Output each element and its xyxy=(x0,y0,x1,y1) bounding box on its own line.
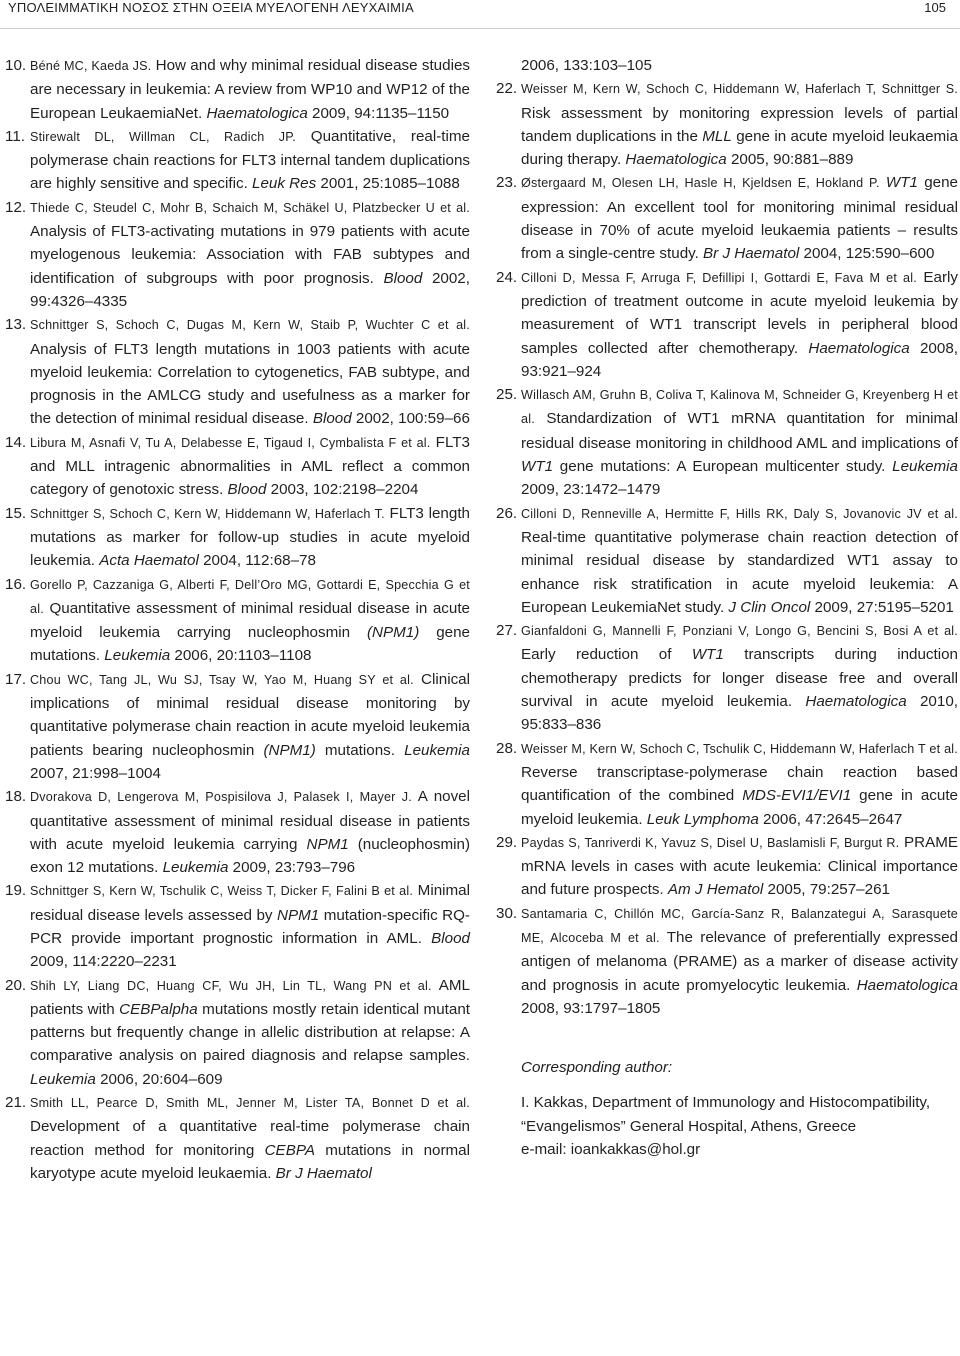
reference-number: 16. xyxy=(5,575,27,593)
reference-authors: Cilloni D, Renneville A, Hermitte F, Hills RK, Daly S, Jovanovic JV et al. xyxy=(521,506,958,521)
reference-citation: 2005, 90:881‒889 xyxy=(726,151,854,169)
reference-title: Clinical implications of minimal residual disease monitoring by quantitative polymerase chain reaction in acute myeloid leukemia patients bearing nucleophosmin xyxy=(30,670,470,759)
reference-journal: Haematologica xyxy=(805,693,907,711)
reference-title-cont: mutations in normal karyotype acute myeloid leukaemia. xyxy=(30,1141,471,1182)
reference-text xyxy=(521,737,958,831)
reference-item xyxy=(496,171,958,265)
reference-journal: Leuk Lymphoma xyxy=(646,810,759,828)
reference-citation: 2006, 20:604‒609 xyxy=(95,1070,223,1088)
reference-item xyxy=(496,902,958,1020)
reference-authors: Schnittger S, Schoch C, Kern W, Hiddemann W, Haferlach T. xyxy=(30,506,385,521)
reference-journal: Leukemia xyxy=(892,458,958,476)
reference-journal: Haematologica xyxy=(625,151,727,169)
reference-title: FLT3 length mutations as marker for follow-up studies in acute myeloid leukemia. xyxy=(30,504,470,570)
reference-item xyxy=(5,785,470,879)
reference-authors: Cilloni D, Messa F, Arruga F, Defillipi I, Gottardi E, Fava M et al. xyxy=(521,270,917,285)
reference-title-cont: mutations mostly retain identical mutant patterns but frequently change in allelic distribution at relapse: A comparative analysis on paired diagnosis and relapse samples. xyxy=(30,1000,470,1065)
reference-number: 17. xyxy=(5,670,27,688)
reference-text xyxy=(30,785,470,879)
reference-title: Standardization of WT1 mRNA quantitation for minimal residual disease monitoring in childhood AML and implications of xyxy=(521,410,958,452)
reference-item xyxy=(5,125,470,196)
reference-title-cont: transcripts during induction chemotherapy predicts for longer disease free and overall survival in acute myeloid leukemia. xyxy=(521,646,958,711)
reference-gene: CEBPalpha xyxy=(119,1000,198,1018)
reference-text xyxy=(30,431,470,502)
reference-text xyxy=(521,77,958,171)
reference-title: Quantitative, real-time polymerase chain reactions for FLT3 internal tandem duplications are highly sensitive and specific. xyxy=(30,127,470,193)
reference-authors: Santamaria C, Chillón MC, García-Sanz R, Balanzategui A, Sarasquete ME, Alcoceba M et al. xyxy=(521,906,958,945)
reference-authors: Schnittger S, Schoch C, Dugas M, Kern W, Staib P, Wuchter C et al. xyxy=(30,318,470,333)
reference-authors: Schnittger S, Kern W, Tschulik C, Weiss T, Dicker F, Falini B et al. xyxy=(30,884,414,899)
reference-journal: Leukemia xyxy=(30,1070,96,1088)
reference-journal: Br J Haematol xyxy=(703,245,800,263)
reference-item xyxy=(5,502,470,573)
reference-journal: Blood xyxy=(312,410,352,428)
reference-authors: Thiede C, Steudel C, Mohr B, Schaich M, Schäkel U, Platzbecker U et al. xyxy=(30,200,470,215)
reference-authors: Weisser M, Kern W, Schoch C, Tschulik C, Hiddemann W, Haferlach T et al. xyxy=(521,741,958,756)
reference-authors: Béné MC, Kaeda JS. xyxy=(30,59,152,73)
reference-journal: Blood xyxy=(431,929,470,947)
reference-gene: (NPM1) xyxy=(366,624,420,642)
corresponding-author-address: I. Kakkas, Department of Immunology and Histocompatibility, “Evangelismos” General Hospital, Athens, Greece xyxy=(521,1094,931,1135)
reference-authors: Gianfaldoni G, Mannelli F, Ponziani V, Longo G, Bencini S, Bosi A et al. xyxy=(521,624,958,639)
reference-number: 21. xyxy=(5,1094,27,1112)
left-column xyxy=(5,54,470,1185)
reference-text xyxy=(30,974,470,1091)
reference-authors: Østergaard M, Olesen LH, Hasle H, Kjeldsen E, Hokland P. xyxy=(521,176,880,191)
reference-gene: NPM1 xyxy=(277,906,320,924)
reference-number: 11. xyxy=(5,127,25,145)
reference-title-cont: (nucleophosmin) exon 12 mutations. xyxy=(30,835,470,877)
reference-gene: WT1 xyxy=(885,174,918,192)
reference-item xyxy=(496,383,958,501)
reference-journal: Br J Haematol xyxy=(275,1164,372,1182)
reference-number: 23. xyxy=(496,174,518,192)
reference-journal: Haematologica xyxy=(808,339,910,357)
reference-journal: Leuk Res xyxy=(252,175,317,193)
reference-number: 14. xyxy=(5,433,27,451)
reference-title-cont: gene in acute myeloid leukemia. xyxy=(521,787,959,828)
reference-citation: 2006, 20:1103‒1108 xyxy=(170,647,312,665)
reference-authors: Libura M, Asnafi V, Tu A, Delabesse E, Tigaud I, Cymbalista F et al. xyxy=(30,435,431,450)
reference-text xyxy=(30,1091,470,1185)
reference-item xyxy=(5,196,470,313)
reference-number: 24. xyxy=(496,268,518,286)
reference-journal: Acta Haematol xyxy=(99,552,199,570)
reference-title: A novel quantitative assessment of minimal residual disease in patients with acute myeloid leukemia carrying xyxy=(30,788,471,853)
reference-authors: Weisser M, Kern W, Schoch C, Hiddemann W, Haferlach T, Schnittger S. xyxy=(521,82,958,97)
reference-authors: Stirewalt DL, Willman CL, Radich JP. xyxy=(30,129,296,144)
reference-item xyxy=(5,974,470,1091)
reference-citation: 2002, 99:4326‒4335 xyxy=(30,269,470,310)
corresponding-author-email: e-mail: ioankakkas@hol.gr xyxy=(521,1141,701,1159)
reference-citation: 2004, 112:68‒78 xyxy=(198,552,316,570)
reference-journal: Am J Hematol xyxy=(667,881,764,899)
reference-item xyxy=(496,619,958,736)
reference-item xyxy=(496,266,958,383)
reference-citation: 2009, 27:5195‒5201 xyxy=(810,598,954,616)
reference-gene: MDS-EVI1/EVI1 xyxy=(742,787,852,805)
reference-item xyxy=(496,831,958,902)
reference-title: Early prediction of treatment outcome in acute myeloid leukemia by measurement of WT1 transcript levels in peripheral blood samples collected after chemotherapy. xyxy=(521,268,959,357)
reference-item xyxy=(5,573,470,668)
reference-title: Reverse transcriptase-polymerase chain reaction based quantification of the combined xyxy=(521,763,958,805)
reference-title: Real-time quantitative polymerase chain reaction detection of minimal residual disease by standardized WT1 assay to enhance risk stratification in acute myeloid leukemia: A European LeukemiaNet study. xyxy=(521,528,958,616)
reference-authors: Willasch AM, Gruhn B, Coliva T, Kalinova M, Schneider G, Kreyenberg H et al. xyxy=(521,388,958,427)
reference-journal: Blood xyxy=(383,269,423,287)
reference-title: Analysis of FLT3-activating mutations in 979 patients with acute myelogenous leukemia: Association with FAB subtypes and identification of subgroups with poor prognosis. xyxy=(30,223,470,287)
reference-number: 19. xyxy=(5,882,27,900)
reference-number: 20. xyxy=(5,976,27,994)
reference-journal: Leukemia xyxy=(404,741,470,759)
reference-citation: 2001, 25:1085‒1088 xyxy=(316,175,460,193)
reference-text xyxy=(30,196,470,313)
reference-item xyxy=(496,502,958,619)
reference-citation: 2008, 93:1797‒1805 xyxy=(521,999,661,1017)
reference-item xyxy=(5,879,470,973)
reference-gene: NPM1 xyxy=(306,835,349,853)
reference-text xyxy=(30,54,470,125)
reference-authors: Shih LY, Liang DC, Huang CF, Wu JH, Lin TL, Wang PN et al. xyxy=(30,978,432,993)
reference-item xyxy=(496,737,958,831)
reference-text xyxy=(30,573,470,668)
reference-title-cont: gene mutations. xyxy=(30,624,470,665)
reference-gene: WT1 xyxy=(521,458,554,476)
reference-journal: Leukemia xyxy=(162,859,229,877)
reference-title-cont: mutations. xyxy=(315,741,405,759)
reference-authors: Smith LL, Pearce D, Smith ML, Jenner M, Lister TA, Bonnet D et al. xyxy=(30,1096,470,1111)
reference-number: 25. xyxy=(496,386,518,404)
reference-number: 18. xyxy=(5,788,27,806)
reference-item xyxy=(5,1091,470,1185)
reference-text xyxy=(30,313,470,430)
right-column xyxy=(496,54,958,1161)
reference-journal: Leukemia xyxy=(104,647,171,665)
reference-gene: CEBPA xyxy=(264,1141,315,1159)
reference-journal: Haematologica xyxy=(206,104,308,122)
running-header xyxy=(0,0,960,29)
reference-title-cont: mutation-specific RQ-PCR provide important prognostic information in AML. xyxy=(30,906,470,947)
reference-number: 30. xyxy=(496,904,518,922)
reference-title: Minimal residual disease levels assessed by xyxy=(30,882,470,924)
corresponding-author xyxy=(496,1056,958,1161)
reference-title: PRAME mRNA levels in cases with acute leukemia: Clinical importance and future prospects. xyxy=(521,833,958,899)
reference-title: Risk assessment by monitoring expression levels of partial tandem duplications in the xyxy=(521,104,958,145)
reference-citation: 2010, 95:833‒836 xyxy=(521,693,958,734)
page-number: 105 xyxy=(924,0,946,15)
reference-title-cont: gene mutations: A European multicenter study. xyxy=(553,458,893,476)
reference-text xyxy=(30,668,470,785)
reference-number: 10. xyxy=(5,57,27,74)
reference-authors: Gorello P, Cazzaniga G, Alberti F, Dell’Oro MG, Gottardi E, Specchia G et al. xyxy=(30,577,470,616)
reference-journal: Blood xyxy=(227,481,267,499)
reference-title: Early reduction of xyxy=(521,646,692,664)
reference-number: 29. xyxy=(496,833,518,851)
reference-gene: WT1 xyxy=(691,646,724,664)
reference-title: Quantitative assessment of minimal residual disease in acute myeloid leukemia carrying nucleophosmin xyxy=(30,599,470,642)
reference-title: The relevance of preferentially expressed antigen of melanoma (PRAME) as a marker of disease activity and prognosis in acute promyelocytic leukemia. xyxy=(521,928,958,994)
reference-text xyxy=(521,831,958,902)
reference-title: AML patients with xyxy=(30,976,471,1018)
reference-text xyxy=(30,879,470,973)
reference-continuation: 2006, 133:103‒105 xyxy=(521,57,652,74)
reference-text xyxy=(521,902,958,1020)
reference-citation: 2003, 102:2198‒2204 xyxy=(266,481,419,499)
reference-citation: 2002, 100:59‒66 xyxy=(351,410,470,428)
reference-gene: (NPM1) xyxy=(263,741,316,759)
running-title: ΥΠΟΛΕΙΜΜΑΤΙΚΗ ΝΟΣΟΣ ΣΤΗΝ ΟΞΕΙΑ ΜΥΕΛΟΓΕΝΗ ΛΕΥΧΑΙΜΙΑ xyxy=(8,0,414,15)
reference-authors: Chou WC, Tang JL, Wu SJ, Tsay W, Yao M, Huang SY et al. xyxy=(30,672,414,687)
reference-title: FLT3 and MLL intragenic abnormalities in AML reflect a common category of genotoxic stress. xyxy=(30,433,470,499)
reference-journal: J Clin Oncol xyxy=(728,598,811,616)
reference-citation: 2006, 47:2645‒2647 xyxy=(758,810,903,828)
reference-title: Analysis of FLT3 length mutations in 1003 patients with acute myeloid leukemia: Correlation to cytogenetics, FAB subtype, and prognosis in the AMLCG study and usefulness as a marker for the detection of minimal residual disease. xyxy=(30,340,470,428)
reference-item xyxy=(496,77,958,171)
reference-number: 27. xyxy=(496,622,518,640)
reference-title: Development of a quantitative real-time polymerase chain reaction method for monitoring xyxy=(30,1118,470,1159)
reference-title-cont: gene expression: An excellent tool for monitoring minimal residual disease in 70% of acute myeloid leukaemia patients – results from a single-centre study. xyxy=(521,174,958,263)
reference-citation: 2004, 125:590‒600 xyxy=(799,245,935,263)
reference-text xyxy=(521,383,958,501)
reference-journal: Haematologica xyxy=(856,976,958,994)
reference-citation: 2009, 114:2220‒2231 xyxy=(30,953,177,971)
reference-item xyxy=(5,313,470,430)
reference-item xyxy=(5,668,470,785)
reference-number: 22. xyxy=(496,80,518,98)
reference-text xyxy=(521,502,958,619)
reference-gene: MLL xyxy=(702,127,732,145)
reference-text xyxy=(30,125,470,196)
reference-item xyxy=(5,431,470,502)
reference-number: 12. xyxy=(5,198,27,216)
reference-number: 15. xyxy=(5,504,27,522)
reference-citation: 2009, 23:793‒796 xyxy=(228,859,356,877)
corresponding-author-title: Corresponding author: xyxy=(521,1059,673,1077)
reference-citation: 2009, 23:1472‒1479 xyxy=(521,481,661,499)
reference-citation: 2007, 21:998‒1004 xyxy=(30,764,161,782)
reference-number: 28. xyxy=(496,739,518,757)
reference-number: 13. xyxy=(5,316,27,334)
reference-text xyxy=(521,171,958,265)
reference-title: How and why minimal residual disease studies are necessary in leukemia: A review from WP10 and WP12 of the European LeukaemiaNet. xyxy=(30,57,470,122)
reference-authors: Paydas S, Tanriverdi K, Yavuz S, Disel U, Baslamisli F, Burgut R. xyxy=(521,835,900,850)
reference-number: 26. xyxy=(496,504,518,522)
reference-text xyxy=(521,619,958,736)
reference-title-cont: gene in acute myeloid leukaemia during therapy. xyxy=(521,127,958,169)
reference-text xyxy=(30,502,470,573)
reference-citation: 2005, 79:257‒261 xyxy=(763,881,890,899)
reference-item xyxy=(5,54,470,125)
reference-text xyxy=(521,266,958,383)
reference-citation: 2009, 94:1135‒1150 xyxy=(307,104,450,122)
reference-citation: 2008, 93:921‒924 xyxy=(521,339,958,380)
reference-authors: Dvorakova D, Lengerova M, Pospisilova J, Palasek I, Mayer J. xyxy=(30,790,412,805)
